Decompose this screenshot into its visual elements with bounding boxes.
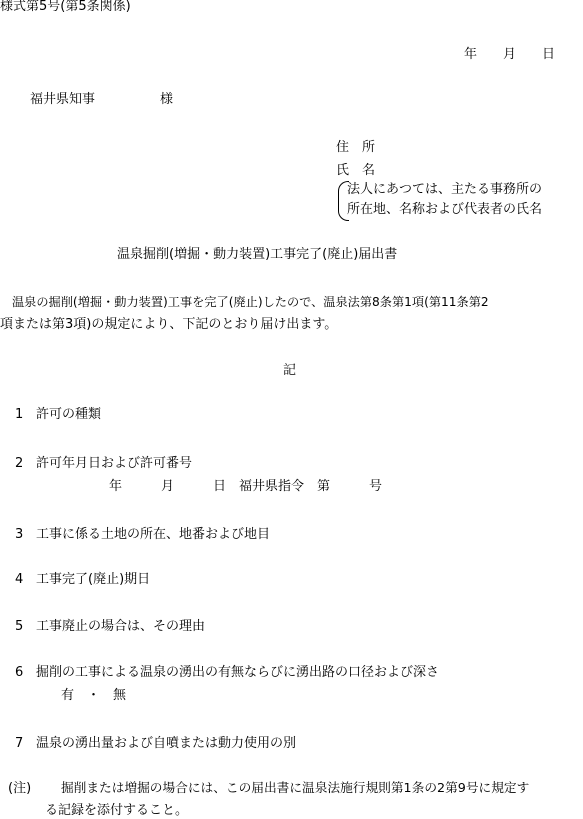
item-number: 5 [15, 619, 24, 634]
item-text: 工事に係る土地の所在、地番および地目 [36, 527, 271, 542]
item-number: 2 [15, 456, 24, 471]
item-text: 掘削の工事による温泉の湧出の有無ならびに湧出路の口径および深さ [36, 665, 440, 680]
presence-choice: 有 ・ 無 [61, 688, 127, 703]
item-number: 4 [15, 572, 24, 587]
item-text: 温泉の湧出量および自噴または動力使用の別 [36, 736, 297, 751]
item-text: 許可年月日および許可番号 [36, 456, 193, 471]
note-line1: 掘削または増掘の場合には、この届出書に温泉法施行規則第1条の2第9号に規定す [61, 780, 530, 795]
item-text: 工事廃止の場合は、その理由 [36, 619, 206, 634]
intro-line2: 項または第3項)の規定により、下記のとおり届け出ます。 [0, 317, 338, 332]
document-title: 温泉掘削(増掘・動力装置)工事完了(廃止)届出書 [117, 247, 398, 262]
corporate-note-line2: 所在地、名称および代表者の氏名 [347, 202, 543, 217]
corporate-note-line1: 法人にあつては、主たる事務所の [347, 182, 543, 197]
intro-line1: 温泉の掘削(増掘・動力装置)工事を完了(廃止)したので、温泉法第8条第1項(第11条第2 [12, 295, 489, 309]
note-line2: る記録を添付すること。 [45, 803, 189, 818]
ki-heading: 記 [283, 363, 297, 378]
item-number: 6 [15, 665, 24, 680]
address-label: 住 所 [336, 140, 376, 155]
item-number: 1 [15, 407, 24, 422]
name-label: 氏 名 [336, 163, 376, 178]
item-number: 3 [15, 527, 24, 542]
addressee: 福井県知事 様 [30, 92, 174, 107]
item-text: 許可の種類 [36, 407, 102, 422]
form-label: 様式第5号(第5条関係) [0, 0, 131, 14]
item-number: 7 [15, 736, 24, 751]
note-label: (注) [8, 781, 32, 796]
item-text: 工事完了(廃止)期日 [36, 572, 151, 587]
permit-date-number-line: 年 月 日 福井県指令 第 号 [109, 479, 383, 494]
date-line: 年 月 日 [464, 47, 556, 62]
